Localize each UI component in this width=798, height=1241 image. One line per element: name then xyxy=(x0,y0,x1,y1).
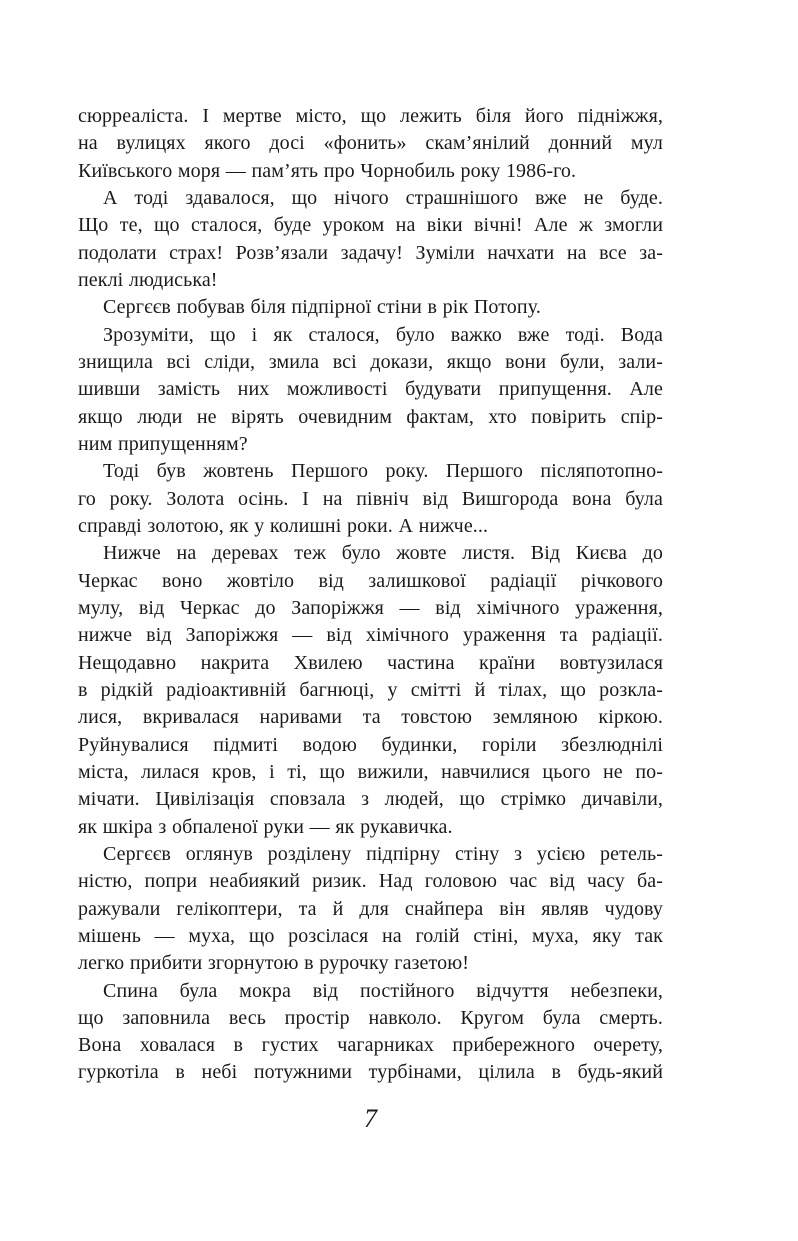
text-line: ражували гелікоптери, та й для снайпера він являв чудову xyxy=(78,897,663,920)
text-line: гуркотіла в небі потужними турбінами, цілила в будь-який xyxy=(78,1061,663,1084)
text-line: пеклі людиська! xyxy=(78,268,218,291)
text-line: сюрреаліста. І мертве місто, що лежить біля його підніжжя, xyxy=(78,105,663,127)
text-line: ністю, попри неабиякий ризик. Над головою час від часу ба- xyxy=(78,870,663,893)
text-line: ним припущенням? xyxy=(78,432,248,455)
text-line: що заповнила весь простір навколо. Кругом була смерть. xyxy=(78,1006,663,1029)
text-line: легко прибити згорнутою в рурочку газетою! xyxy=(78,952,470,975)
page-text-block xyxy=(78,103,663,1087)
text-line: Руйнувалися підмиті водою будинки, горіли збезлюднілі xyxy=(78,733,663,756)
text-line: А тоді здавалося, що нічого страшнішого вже не буде. xyxy=(103,186,663,209)
text-line: лися, вкривалася наривами та товстою земляною кіркою. xyxy=(78,706,663,729)
text-line: Нижче на деревах теж було жовте листя. Від Києва до xyxy=(103,542,663,565)
text-line: справді золотою, як у колишні роки. А нижче... xyxy=(78,514,489,537)
text-line: Вона ховалася в густих чагарниках прибережного очерету, xyxy=(78,1034,663,1057)
page-number: 7 xyxy=(364,1104,377,1133)
text-line: якщо люди не вірять очевидним фактам, хто повірить спір- xyxy=(78,405,663,428)
text-line: Тоді був жовтень Першого року. Першого післяпотопно- xyxy=(103,460,663,483)
text-line: мулу, від Черкас до Запоріжжя — від хімічного ураження, xyxy=(78,596,663,619)
text-line: Зрозуміти, що і як сталося, було важко вже тоді. Вода xyxy=(103,323,663,346)
text-line: шивши замість них можливості будувати припущення. Але xyxy=(78,378,663,401)
text-line: мішень — муха, що розсілася на голій стіні, муха, яку так xyxy=(78,924,663,947)
text-line: го року. Золота осінь. І на північ від Вишгорода вона була xyxy=(78,487,663,510)
text-line: як шкіра з обпаленої руки — як рукавичка. xyxy=(78,815,453,838)
text-line: в рідкій радіоактивній багнюці, у смітті й тілах, що розкла- xyxy=(78,678,663,701)
text-line: Черкас воно жовтіло від залишкової радіації річкового xyxy=(78,569,663,592)
text-line: подолати страх! Розв’язали задачу! Зуміли начхати на все за- xyxy=(78,241,663,264)
text-line: Спина була мокра від постійного відчуття небезпеки, xyxy=(103,979,663,1002)
text-line: на вулицях якого досі «фонить» скам’янілий донний мул xyxy=(78,132,663,155)
text-line: знищила всі сліди, змила всі докази, якщо вони були, зали- xyxy=(78,350,663,373)
text-line: Сергєєв оглянув розділену підпірну стіну з усією ретель- xyxy=(103,842,663,865)
text-line: міста, лилася кров, і ті, що вижили, навчилися цього не по- xyxy=(78,760,663,783)
text-line: мічати. Цивілізація сповзала з людей, що стрімко дичавіли, xyxy=(78,788,663,811)
text-line: Київського моря — пам’ять про Чорнобиль року 1986-го. xyxy=(78,159,577,182)
text-line: Сергєєв побував біля підпірної стіни в рік Потопу. xyxy=(103,296,541,319)
text-line: Нещодавно накрита Хвилею частина країни вовтузилася xyxy=(78,651,663,674)
text-line: нижче від Запоріжжя — від хімічного ураження та радіації. xyxy=(78,624,663,647)
text-line: Що те, що сталося, буде уроком на віки вічні! Але ж змогли xyxy=(78,214,663,237)
